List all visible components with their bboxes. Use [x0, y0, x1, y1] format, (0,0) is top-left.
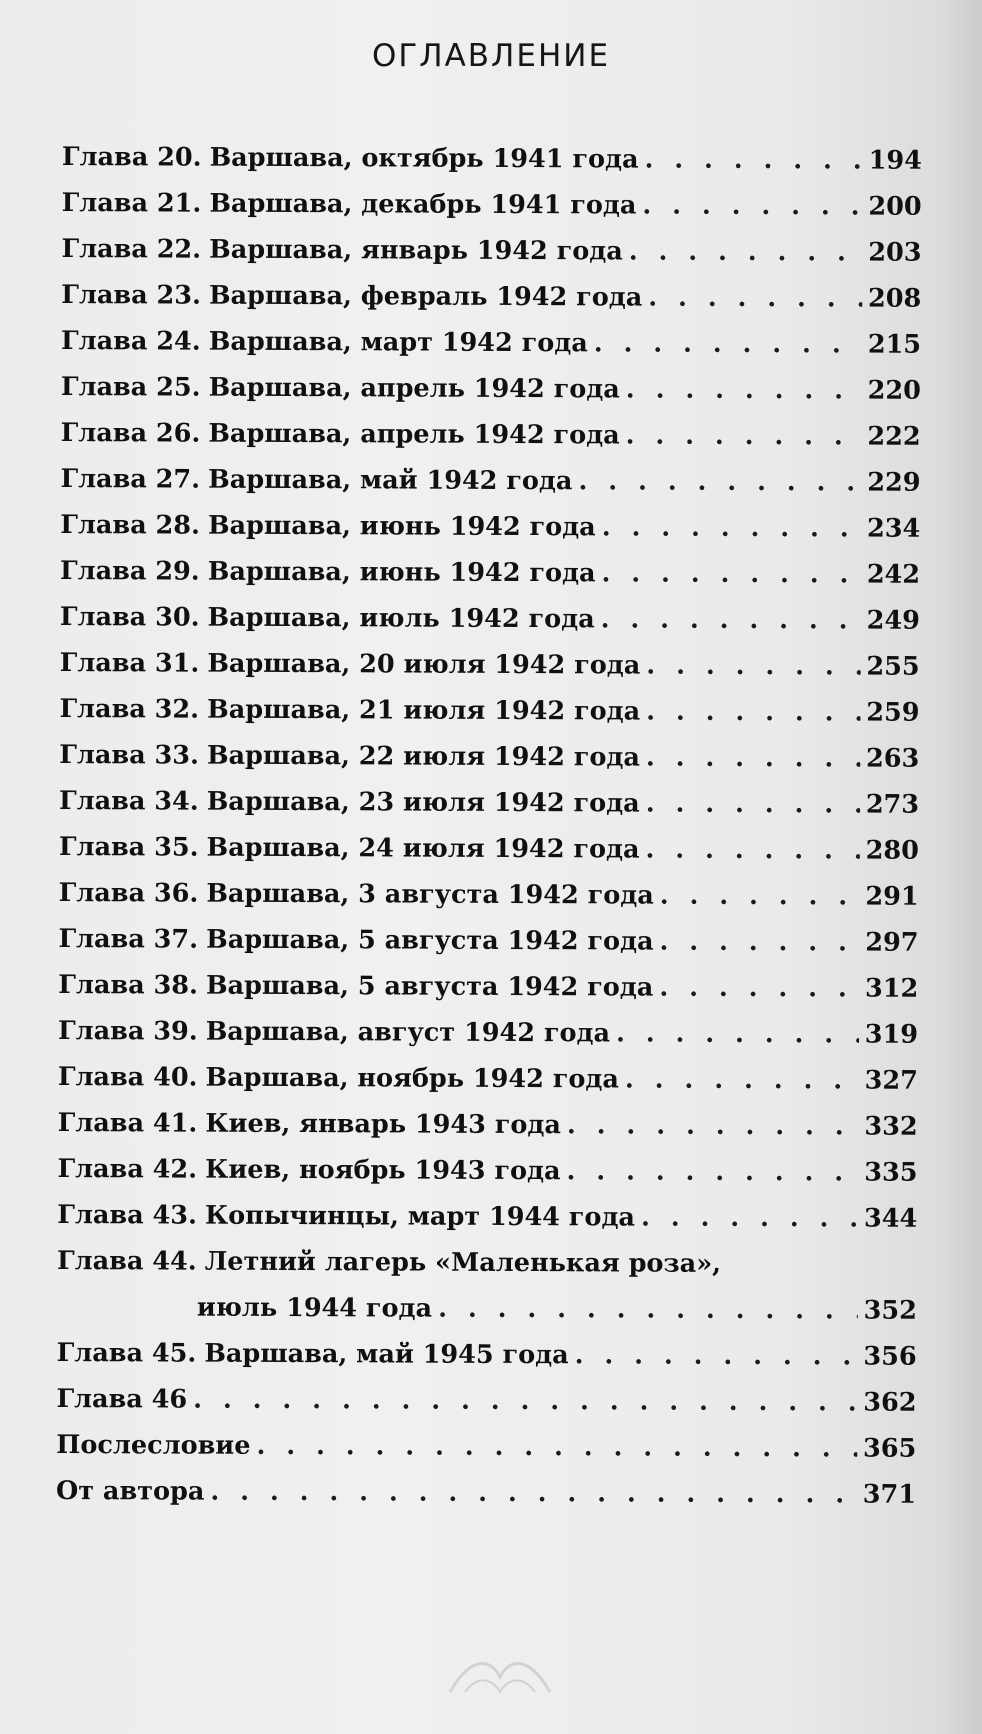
table-of-contents [56, 134, 922, 1518]
page-number: 319 [864, 1019, 919, 1050]
page-title: ОГЛАВЛЕНИЕ [371, 38, 611, 74]
afterword-title: Послесловие [56, 1429, 251, 1461]
chapter-number: Глава 41. [57, 1107, 198, 1139]
chapter-title: Варшава, 5 августа 1942 года [205, 970, 654, 1003]
author-note-title: От автора [56, 1475, 205, 1507]
page-number: 365 [862, 1433, 917, 1464]
chapter-title: Варшава, 22 июля 1942 года [206, 740, 641, 773]
chapter-title: Варшава, июнь 1942 года [207, 510, 596, 543]
dot-leader [438, 1286, 858, 1334]
chapter-title: Варшава, январь 1942 года [209, 234, 623, 267]
page-number: 371 [862, 1479, 917, 1510]
toc-entry [58, 1100, 918, 1150]
chapter-number: Глава 20. [61, 141, 202, 173]
chapter-title: Варшава, апрель 1942 года [208, 418, 620, 451]
dot-leader [625, 1056, 859, 1103]
chapter-number: Глава 37. [58, 923, 199, 955]
dot-leader [601, 596, 861, 643]
page-number: 215 [867, 329, 922, 360]
chapter-number: Глава 31. [59, 647, 200, 679]
page-number: 263 [865, 743, 920, 774]
chapter-title: Варшава, декабрь 1941 года [209, 188, 637, 221]
page-number: 208 [867, 283, 922, 314]
dot-leader [626, 412, 862, 459]
dot-leader [578, 458, 861, 505]
chapter-number: Глава 36. [58, 877, 199, 909]
chapter-title: Варшава, март 1942 года [208, 326, 588, 359]
chapter-title: Киев, ноябрь 1943 года [205, 1154, 561, 1187]
page-number: 222 [867, 421, 921, 452]
chapter-title: Варшава, июнь 1942 года [207, 556, 596, 589]
chapter-number: Глава 21. [61, 187, 202, 219]
dot-leader [193, 1377, 857, 1426]
toc-entry [60, 548, 920, 598]
toc-entry-44 [57, 1238, 917, 1334]
toc-entry [61, 364, 921, 414]
chapter-title: Киев, январь 1943 года [205, 1108, 562, 1141]
dot-leader [566, 1148, 858, 1195]
chapter-title: Варшава, июль 1942 года [207, 602, 595, 635]
dot-leader [602, 504, 862, 551]
toc-entry [59, 824, 919, 874]
page-number: 344 [863, 1203, 918, 1234]
chapter-number: Глава 40. [57, 1061, 198, 1093]
toc-entry [59, 778, 919, 828]
chapter-number: Глава 27. [60, 463, 201, 495]
chapter-number: Глава 38. [58, 969, 198, 1001]
dot-leader [644, 137, 862, 184]
toc-entry [62, 134, 922, 184]
page-number: 234 [866, 513, 921, 544]
page-shadow-edge [942, 0, 982, 1734]
chapter-title: Варшава, ноябрь 1942 года [205, 1062, 620, 1095]
toc-entry [60, 594, 920, 644]
chapter-number: Глава 22. [61, 233, 202, 265]
page-number: 335 [864, 1157, 918, 1188]
chapter-title: Варшава, апрель 1942 года [208, 372, 620, 405]
dot-leader [642, 183, 862, 230]
dot-leader [646, 781, 860, 828]
dot-leader [646, 689, 860, 736]
page-number: 273 [865, 789, 920, 820]
chapter-number: Глава 42. [57, 1153, 198, 1185]
page-number: 297 [865, 927, 919, 958]
page-number: 220 [867, 375, 921, 406]
chapter-title: Варшава, май 1945 года [204, 1338, 569, 1371]
chapter-number: Глава 35. [58, 831, 199, 863]
chapter-title: Варшава, 5 августа 1942 года [206, 924, 654, 957]
chapter-number: Глава 28. [60, 509, 200, 541]
chapter-title: Варшава, октябрь 1941 года [209, 142, 639, 175]
chapter-number: Глава 24. [61, 325, 201, 357]
chapter-number: Глава 45. [56, 1337, 197, 1369]
chapter-title: Варшава, 21 июля 1942 года [207, 694, 641, 727]
page-number: 332 [864, 1111, 918, 1142]
chapter-title: Варшава, август 1942 года [205, 1016, 611, 1049]
page-number: 280 [865, 835, 919, 866]
page-number: 259 [866, 697, 920, 728]
dot-leader [629, 228, 863, 275]
chapter-title: Варшава, февраль 1942 года [208, 280, 643, 313]
chapter-number: Глава 44. [57, 1245, 197, 1277]
toc-entry [61, 272, 921, 322]
toc-entry [57, 1330, 917, 1380]
chapter-number: Глава 43. [57, 1199, 197, 1231]
dot-leader [210, 1469, 857, 1518]
dot-leader [660, 873, 860, 920]
toc-entry-author-note [56, 1468, 916, 1518]
dot-leader [601, 550, 861, 597]
page-number: 255 [866, 651, 920, 682]
dot-leader [659, 965, 859, 1012]
chapter-number: Глава 23. [61, 279, 201, 311]
dot-leader [567, 1102, 859, 1149]
chapter-number: Глава 30. [59, 601, 200, 633]
dot-leader [646, 735, 860, 782]
dot-leader [646, 643, 860, 690]
page-number: 194 [868, 145, 922, 176]
dot-leader [645, 827, 859, 874]
page-number: 242 [866, 559, 921, 590]
toc-entry [59, 686, 919, 736]
page-number: 200 [868, 191, 922, 222]
toc-entry [59, 870, 919, 920]
toc-entry [57, 1192, 917, 1242]
dot-leader [594, 320, 862, 367]
chapter-number: Глава 32. [59, 693, 200, 725]
dot-leader [659, 919, 859, 966]
toc-entry [58, 916, 918, 966]
chapter-title: Варшава, 23 июля 1942 года [206, 786, 640, 819]
page-number: 229 [867, 467, 921, 498]
dot-leader [575, 1332, 858, 1379]
toc-entry [58, 1008, 918, 1058]
toc-entry [61, 410, 921, 460]
chapter-number: Глава 26. [60, 417, 201, 449]
toc-entry [61, 318, 921, 368]
page-number: 312 [864, 973, 919, 1004]
page-number: 352 [863, 1295, 917, 1326]
toc-entry [59, 732, 919, 782]
toc-entry [60, 502, 920, 552]
page-number: 203 [868, 237, 922, 268]
chapter-number: Глава 46 [56, 1383, 188, 1415]
toc-entry [61, 226, 921, 276]
chapter-title: Варшава, май 1942 года [208, 464, 573, 497]
dot-leader [256, 1423, 857, 1472]
chapter-number: Глава 34. [59, 785, 199, 817]
page-number: 356 [863, 1341, 917, 1372]
toc-entry [60, 456, 920, 506]
dot-leader [648, 275, 862, 322]
page-number: 362 [863, 1387, 917, 1418]
toc-entry-afterword [56, 1422, 916, 1472]
chapter-title: Копычинцы, март 1944 года [204, 1200, 636, 1233]
bleed-through-ornament-icon [440, 1652, 560, 1702]
dot-leader [641, 1195, 858, 1242]
chapter-number: Глава 25. [60, 371, 201, 403]
dot-leader [626, 366, 862, 413]
chapter-title-line2: июль 1944 года [196, 1292, 433, 1324]
toc-entry [57, 1146, 917, 1196]
toc-entry [58, 1054, 918, 1104]
chapter-title: Варшава, 24 июля 1942 года [206, 832, 640, 865]
chapter-title-line1: Летний лагерь «Маленькая роза», [204, 1246, 722, 1279]
chapter-title: Варшава, 20 июля 1942 года [207, 648, 641, 681]
page-number: 327 [864, 1065, 918, 1096]
page-number: 291 [865, 881, 919, 912]
chapter-number: Глава 33. [59, 739, 199, 771]
page-number: 249 [866, 605, 920, 636]
toc-entry [62, 180, 922, 230]
toc-entry [60, 640, 920, 690]
chapter-number: Глава 29. [60, 555, 200, 587]
toc-entry [56, 1376, 916, 1426]
dot-leader [616, 1010, 859, 1057]
chapter-title: Варшава, 3 августа 1942 года [206, 878, 654, 911]
chapter-number: Глава 39. [58, 1015, 198, 1047]
toc-entry [58, 962, 918, 1012]
